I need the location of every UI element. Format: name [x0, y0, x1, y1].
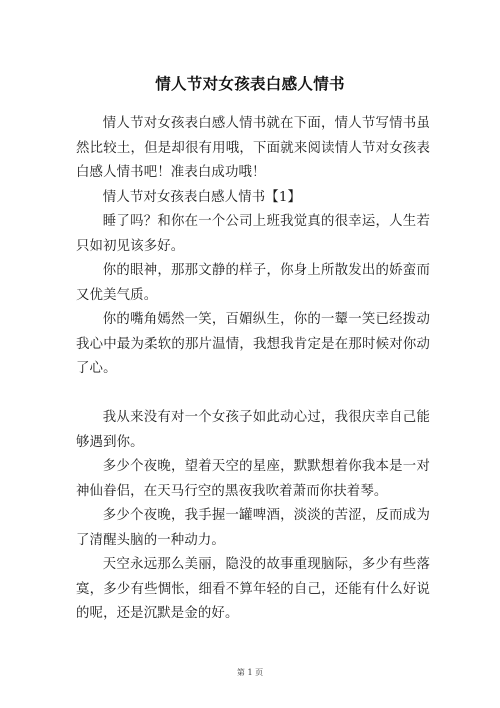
paragraph: 天空永远那么美丽，隐没的故事重现脑际，多少有些落寞，多少有些惆怅，细看不算年轻的自己，还能有什么好说的呢，还是沉默是金的好。	[76, 557, 430, 621]
document-body	[76, 112, 430, 627]
paragraph: 我从来没有对一个女孩子如此动心过，我很庆幸自己能够遇到你。	[76, 410, 430, 450]
page-number-footer: 第 1 页	[236, 668, 264, 677]
paragraph: 你的眼神，那那文静的样子，你身上所散发出的娇蛮而又优美气质。	[76, 263, 430, 303]
paragraph: 睡了吗？和你在一个公司上班我觉真的很幸运，人生若只如初见该多好。	[76, 214, 430, 254]
paragraph: 多少个夜晚，我手握一罐啤酒，淡淡的苦涩，反而成为了清醒头脑的一种动力。	[76, 508, 430, 548]
paragraph-section-heading: 情人节对女孩表白感人情书【1】	[102, 189, 302, 205]
paragraph-intro: 情人节对女孩表白感人情书就在下面，情人节写情书虽然比较土，但是却很有用哦，下面就来阅读情人节对女孩表白感人情书吧！准表白成功哦！	[76, 116, 430, 180]
paragraph: 你的嘴角嫣然一笑，百媚纵生，你的一颦一笑已经拨动我心中最为柔软的那片温情，我想我肯定是在那时候对你动了心。	[76, 312, 430, 376]
paragraph: 多少个夜晚，望着天空的星座，默默想着你我本是一对神仙眷侣，在天马行空的黑夜我吹着萧而你扶着琴。	[76, 459, 430, 499]
document-title: 情人节对女孩表白感人情书	[155, 75, 345, 93]
